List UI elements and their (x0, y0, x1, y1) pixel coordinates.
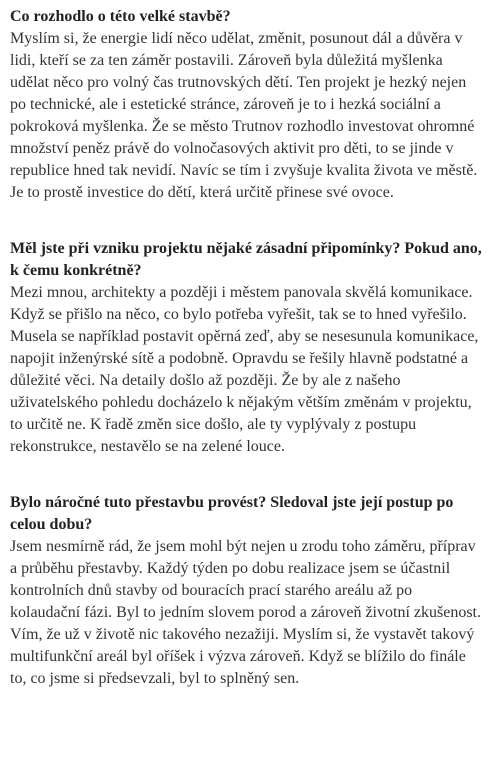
question-2: Měl jste při vzniku projektu nějaké zásadní připomínky? Pokud ano, k čemu konkrétně? (10, 240, 482, 279)
answer-1: Myslím si, že energie lidí něco udělat, změnit, posunout dál a důvěra v lidi, kteří se za ten záměr postavili. Zároveň byla důležitá myšlenka udělat něco pro volný čas trutnovských dětí. Ten projekt je hezký nejen po technické, ale i estetické stránce, zároveň je to i hezká sociální a pokroková myšlenka. Že se město Trutnov rozhodlo investovat ohromné množství peněz právě do volnočasových aktivit pro děti, to se jinde v republice hned tak nevidí. Navíc se tím i zvyšuje kvalita života ve městě. Je to prostě investice do dětí, která určitě přinese své ovoce. (10, 30, 478, 201)
qa-block-2 (10, 238, 485, 458)
answer-2: Mezi mnou, architekty a později i městem panovala skvělá komunikace. Když se přišlo na něco, co bylo potřeba vyřešit, tak se to hned vyřešilo. Musela se například postavit opěrná zeď, aby se nesesunula komunikace, napojit inženýrské sítě a podobně. Opravdu se řešily hlavně podstatné a důležité věci. Na detaily došlo až později. Že by ale z našeho uživatelského pohledu docházelo k nějakým větším změnám v projektu, to určitě ne. K řadě změn sice došlo, ale ty vyplývaly z postupu rekonstrukce, nestavělo se na zelené louce. (10, 284, 479, 455)
qa-block-1 (10, 6, 485, 204)
question-3: Bylo náročné tuto přestavbu provést? Sledoval jste její postup po celou dobu? (10, 494, 454, 533)
qa-block-3 (10, 492, 485, 690)
question-1: Co rozhodlo o této velké stavbě? (10, 8, 231, 25)
answer-3: Jsem nesmírně rád, že jsem mohl být nejen u zrodu toho záměru, příprav a průběhu přestavby. Každý týden po dobu realizace jsem se účastnil kontrolních dnů stavby od bouracích prací starého areálu až po kolaudační fázi. Byl to jedním slovem porod a zároveň životní zkušenost. Vím, že už v životě nic takového nezažiji. Myslím si, že vystavět takový multifunkční areál byl oříšek i výzva zároveň. Když se blížilo do finále to, co jsme si předsevzali, byl to splněný sen. (10, 538, 481, 687)
